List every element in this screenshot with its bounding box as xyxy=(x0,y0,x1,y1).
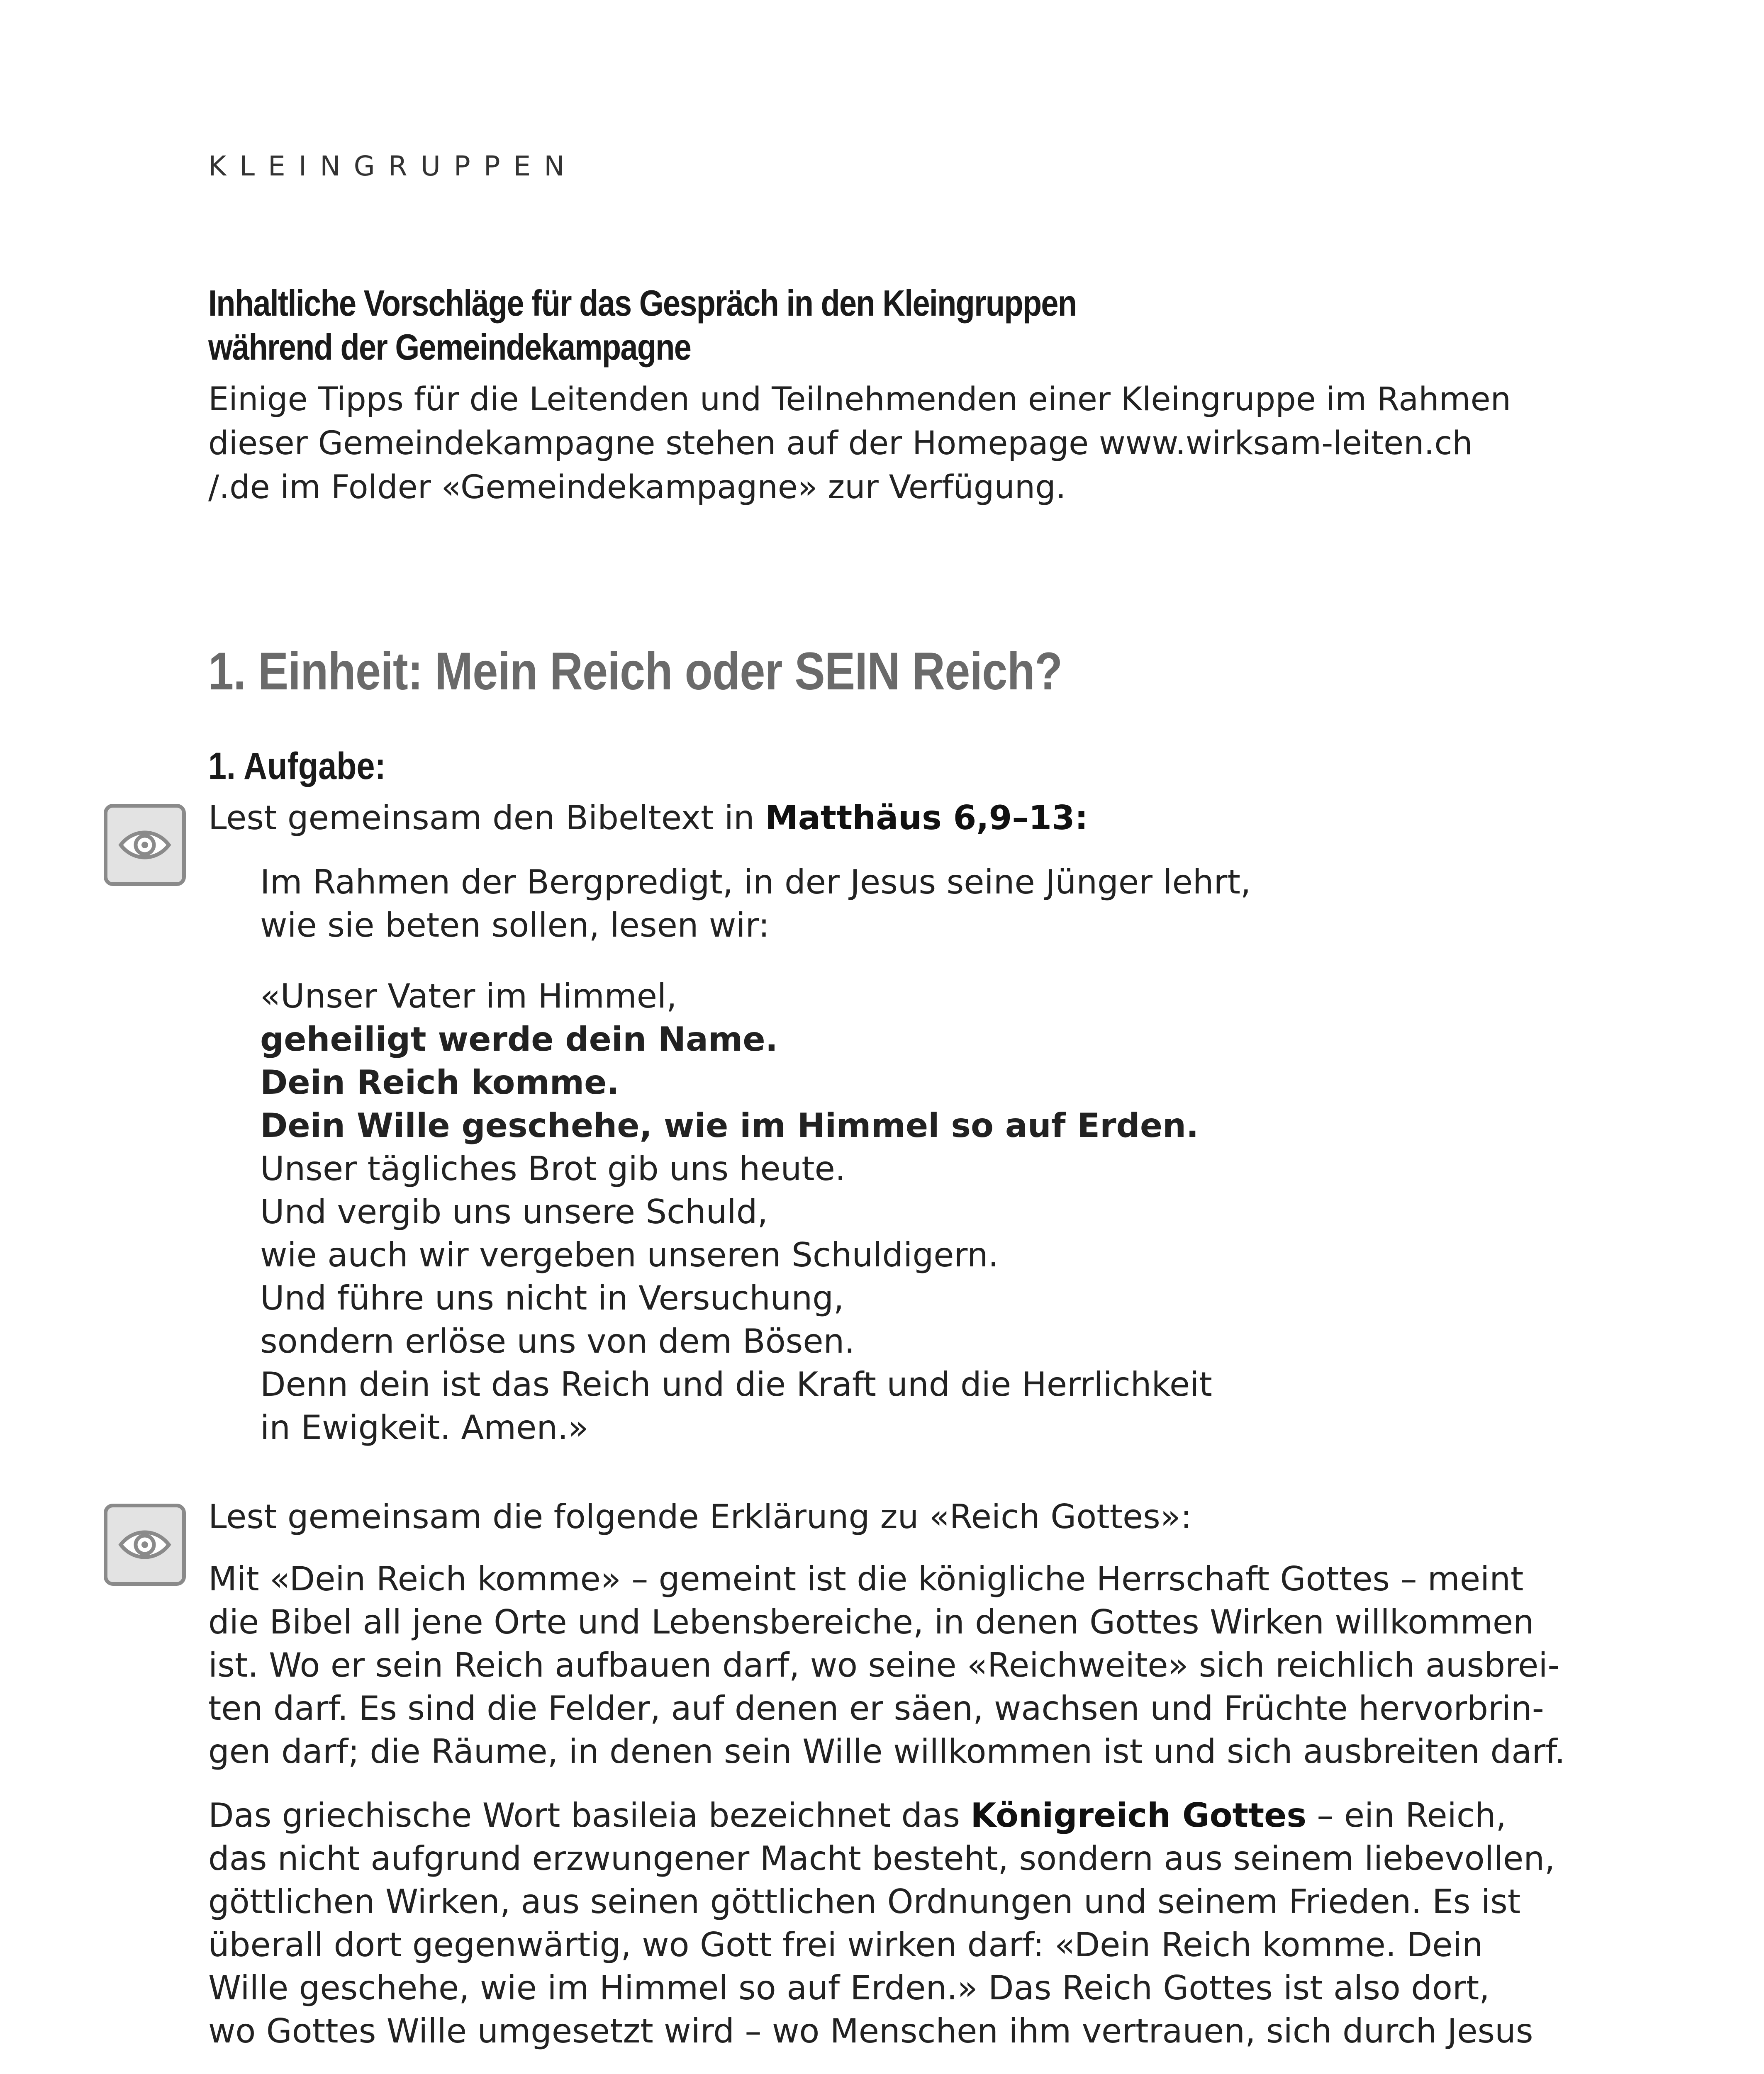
explanation-line: die Bibel all jene Orte und Lebensbereiche, in denen Gottes Wirken willkommen xyxy=(208,1603,1534,1641)
explanation-line: göttlichen Wirken, aus seinen göttlichen Ordnungen und seinem Frieden. Es ist xyxy=(208,1882,1521,1921)
intro-heading xyxy=(208,281,1577,369)
explanation-line: ist. Wo er sein Reich aufbauen darf, wo seine «Reichweite» sich reichlich ausbrei- xyxy=(208,1646,1560,1685)
eye-icon xyxy=(104,1504,186,1586)
explanation-line: Mit «Dein Reich komme» – gemeint ist die königliche Herrschaft Gottes – meint xyxy=(208,1560,1524,1598)
read-instruction-1 xyxy=(208,798,1088,837)
explanation-paragraph-1 xyxy=(208,1558,1619,1773)
intro-heading-line: während der Gemeindekampagne xyxy=(208,326,691,368)
explanation-emphasis: Königreich Gottes xyxy=(970,1796,1306,1835)
prayer-line: wie auch wir vergeben unseren Schuldigern. xyxy=(260,1236,999,1274)
prayer-line: «Unser Vater im Himmel, xyxy=(260,977,677,1015)
explanation-line xyxy=(208,1794,1619,1837)
intro-body-line: Einige Tipps für die Leitenden und Teilnehmenden einer Kleingruppe im Rahmen xyxy=(208,381,1511,418)
unit-title: 1. Einheit: Mein Reich oder SEIN Reich? xyxy=(208,642,1062,701)
read-instruction-prefix: Lest gemeinsam den Bibeltext in xyxy=(208,798,765,837)
prayer-line: sondern erlöse uns von dem Bösen. xyxy=(260,1322,855,1361)
prayer-line: geheiligt werde dein Name. xyxy=(260,1020,778,1059)
intro-heading-line: Inhaltliche Vorschläge für das Gespräch in den Kleingruppen xyxy=(208,282,1077,324)
prayer-line: Denn dein ist das Reich und die Kraft und die Herrlichkeit xyxy=(260,1365,1212,1404)
explanation-text: – ein Reich, xyxy=(1306,1796,1506,1835)
intro-body-line: dieser Gemeindekampagne stehen auf der Homepage www.wirksam-leiten.ch xyxy=(208,425,1473,462)
intro-body-line: /.de im Folder «Gemeindekampagne» zur Verfügung. xyxy=(208,469,1066,506)
explanation-line: das nicht aufgrund erzwungener Macht besteht, sondern aus seinem liebevollen, xyxy=(208,1839,1555,1878)
eye-icon-graphic xyxy=(107,808,182,882)
explanation-paragraph-2 xyxy=(208,1794,1619,2053)
explanation-line: gen darf; die Räume, in denen sein Wille willkommen ist und sich ausbreiten darf. xyxy=(208,1732,1565,1771)
prayer-line: in Ewigkeit. Amen.» xyxy=(260,1408,589,1447)
explanation-text: Das griechische Wort basileia bezeichnet das xyxy=(208,1796,971,1835)
context-line: wie sie beten sollen, lesen wir: xyxy=(260,906,770,944)
context-line: Im Rahmen der Bergpredigt, in der Jesus seine Jünger lehrt, xyxy=(260,863,1251,901)
prayer-line: Dein Wille geschehe, wie im Himmel so auf Erden. xyxy=(260,1106,1199,1145)
explanation-line: überall dort gegenwärtig, wo Gott frei wirken darf: «Dein Reich komme. Dein xyxy=(208,1926,1483,1964)
intro-body xyxy=(208,377,1619,509)
explanation-line: wo Gottes Wille umgesetzt wird – wo Menschen ihm vertrauen, sich durch Jesus xyxy=(208,2012,1533,2050)
bible-reference: Matthäus 6,9–13: xyxy=(765,798,1088,837)
section-label: KLEINGRUPPEN xyxy=(208,150,578,182)
explanation-line: Wille geschehe, wie im Himmel so auf Erden.» Das Reich Gottes ist also dort, xyxy=(208,1969,1490,2007)
explanation-line: ten darf. Es sind die Felder, auf denen er säen, wachsen und Früchte hervorbrin- xyxy=(208,1689,1544,1728)
prayer-line: Dein Reich komme. xyxy=(260,1063,619,1102)
task-title: 1. Aufgabe: xyxy=(208,745,386,787)
read-instruction-2: Lest gemeinsam die folgende Erklärung zu «Reich Gottes»: xyxy=(208,1497,1192,1536)
prayer-line: Unser tägliches Brot gib uns heute. xyxy=(260,1149,846,1188)
prayer-line: Und vergib uns unsere Schuld, xyxy=(260,1193,768,1231)
prayer-line: Und führe uns nicht in Versuchung, xyxy=(260,1279,844,1317)
eye-icon-graphic xyxy=(107,1507,182,1582)
prayer-text xyxy=(260,975,1212,1449)
eye-icon xyxy=(104,804,186,886)
